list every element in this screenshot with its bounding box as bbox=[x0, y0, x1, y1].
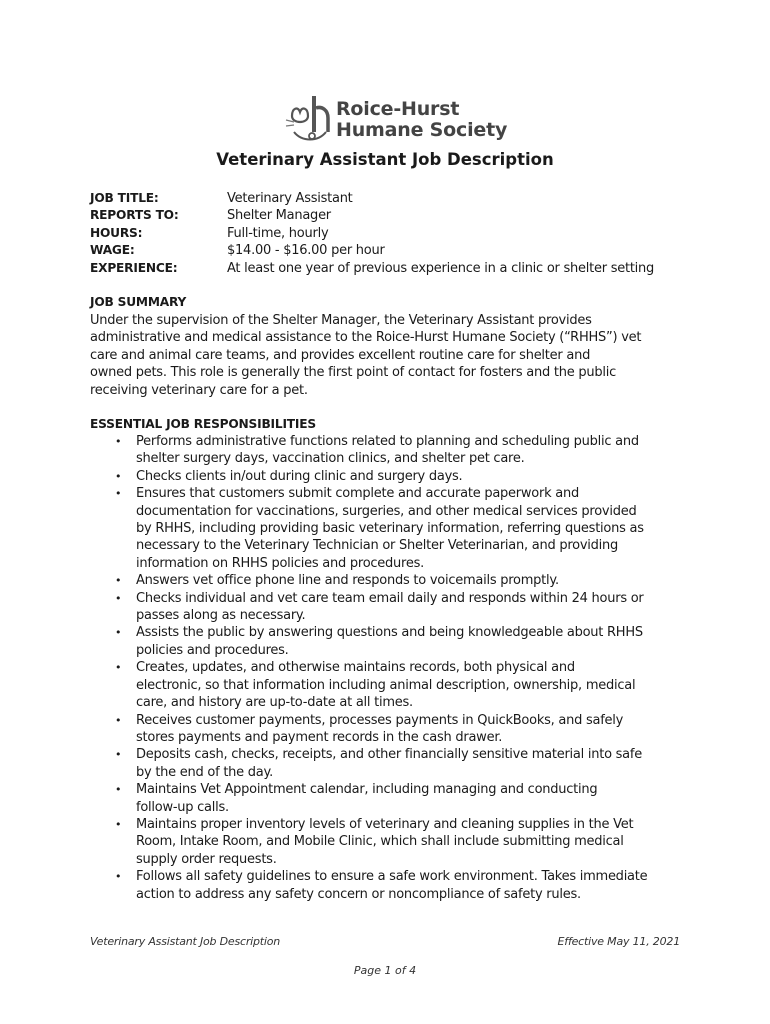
info-label: EXPERIENCE: bbox=[90, 260, 178, 275]
logo-text-line1: Roice-Hurst bbox=[336, 98, 460, 120]
bullet-icon: • bbox=[115, 870, 122, 884]
responsibility-item bbox=[90, 590, 690, 625]
responsibility-line: action to address any safety concern or noncompliance of safety rules. bbox=[136, 886, 581, 902]
bullet-icon: • bbox=[115, 748, 122, 762]
bullet-icon: • bbox=[115, 783, 122, 797]
bullet-icon: • bbox=[115, 817, 122, 831]
responsibility-line: information on RHHS policies and procedures. bbox=[136, 555, 424, 571]
info-row-job-title bbox=[90, 190, 690, 207]
info-row-hours bbox=[90, 225, 690, 242]
info-value: Full-time, hourly bbox=[227, 225, 329, 241]
bullet-icon: • bbox=[115, 574, 122, 588]
responsibilities-heading: ESSENTIAL JOB RESPONSIBILITIES bbox=[90, 417, 316, 431]
responsibility-item bbox=[90, 659, 690, 711]
responsibility-line: Room, Intake Room, and Mobile Clinic, which shall include submitting medical bbox=[136, 834, 624, 850]
document-title: Veterinary Assistant Job Description bbox=[216, 150, 554, 169]
responsibility-line: follow-up calls. bbox=[136, 799, 229, 815]
bullet-icon: • bbox=[115, 713, 122, 727]
animal-logo-icon bbox=[284, 94, 334, 146]
responsibility-line: Deposits cash, checks, receipts, and other financially sensitive material into safe bbox=[136, 747, 642, 763]
job-summary-text bbox=[90, 312, 690, 399]
summary-line: care and animal care teams, and provides excellent routine care for shelter and bbox=[90, 347, 591, 363]
summary-line: Under the supervision of the Shelter Manager, the Veterinary Assistant provides bbox=[90, 313, 592, 328]
footer-effective-date: Effective May 11, 2021 bbox=[557, 935, 680, 948]
info-label: WAGE: bbox=[90, 243, 135, 258]
info-row-reports-to bbox=[90, 207, 690, 224]
info-row-wage bbox=[90, 242, 690, 259]
responsibility-line: care, and history are up-to-date at all times. bbox=[136, 695, 413, 711]
responsibility-line: Follows all safety guidelines to ensure a safe work environment. Takes immediate bbox=[136, 869, 648, 885]
responsibility-line: by RHHS, including providing basic veterinary information, referring questions as bbox=[136, 521, 644, 537]
info-value: $14.00 - $16.00 per hour bbox=[227, 243, 385, 259]
responsibility-line: by the end of the day. bbox=[136, 764, 273, 780]
footer-page-number: Page 1 of 4 bbox=[353, 964, 417, 977]
responsibility-line: Checks individual and vet care team email daily and responds within 24 hours or bbox=[136, 590, 644, 606]
responsibility-item bbox=[90, 572, 690, 589]
bullet-icon: • bbox=[115, 591, 122, 605]
responsibility-item bbox=[90, 781, 690, 816]
organization-logo bbox=[284, 94, 508, 146]
info-value: Veterinary Assistant bbox=[227, 191, 353, 206]
responsibility-item bbox=[90, 712, 690, 747]
bullet-icon: • bbox=[115, 469, 122, 483]
footer-document-name: Veterinary Assistant Job Description bbox=[90, 935, 281, 948]
job-info-table bbox=[90, 190, 690, 277]
info-label: JOB TITLE: bbox=[90, 191, 159, 205]
summary-line: owned pets. This role is generally the first point of contact for fosters and the public bbox=[90, 365, 616, 381]
bullet-icon: • bbox=[115, 487, 122, 501]
info-label: HOURS: bbox=[90, 225, 143, 240]
logo-text-line2: Humane Society bbox=[336, 119, 508, 141]
responsibility-line: Receives customer payments, processes payments in QuickBooks, and safely bbox=[136, 712, 624, 728]
responsibility-item bbox=[90, 624, 690, 659]
job-summary-heading: JOB SUMMARY bbox=[90, 295, 187, 309]
responsibility-item bbox=[90, 816, 690, 868]
responsibility-line: necessary to the Veterinary Technician or Shelter Veterinarian, and providing bbox=[136, 538, 619, 554]
responsibility-line: Answers vet office phone line and responds to voicemails promptly. bbox=[136, 573, 559, 589]
responsibility-line: electronic, so that information including animal description, ownership, medical bbox=[136, 677, 636, 693]
info-label: REPORTS TO: bbox=[90, 208, 179, 223]
bullet-icon: • bbox=[115, 661, 122, 675]
responsibility-line: Creates, updates, and otherwise maintains records, both physical and bbox=[136, 660, 575, 676]
responsibility-line: passes along as necessary. bbox=[136, 608, 306, 624]
bullet-icon: • bbox=[115, 435, 122, 448]
responsibility-item bbox=[90, 468, 690, 485]
responsibility-line: Assists the public by answering questions and being knowledgeable about RHHS bbox=[136, 625, 643, 641]
responsibility-item bbox=[90, 433, 690, 468]
info-value: Shelter Manager bbox=[227, 208, 331, 224]
responsibility-line: documentation for vaccinations, surgeries, and other medical services provided bbox=[136, 503, 637, 519]
responsibility-line: Checks clients in/out during clinic and surgery days. bbox=[136, 468, 463, 484]
responsibility-line: Maintains proper inventory levels of veterinary and cleaning supplies in the Vet bbox=[136, 816, 634, 832]
info-row-experience bbox=[90, 260, 690, 277]
bullet-icon: • bbox=[115, 626, 122, 640]
summary-line: administrative and medical assistance to the Roice-Hurst Humane Society (“RHHS”) vet bbox=[90, 330, 642, 346]
responsibility-line: shelter surgery days, vaccination clinics, and shelter pet care. bbox=[136, 451, 525, 467]
responsibilities-list bbox=[90, 433, 690, 903]
responsibility-line: supply order requests. bbox=[136, 851, 277, 867]
responsibility-line: Maintains Vet Appointment calendar, including managing and conducting bbox=[136, 782, 598, 798]
responsibility-line: Performs administrative functions related to planning and scheduling public and bbox=[136, 434, 639, 449]
responsibility-line: stores payments and payment records in the cash drawer. bbox=[136, 729, 503, 745]
responsibility-item bbox=[90, 485, 690, 572]
responsibility-line: Ensures that customers submit complete and accurate paperwork and bbox=[136, 486, 579, 502]
info-value: At least one year of previous experience in a clinic or shelter setting bbox=[227, 260, 655, 276]
responsibility-line: policies and procedures. bbox=[136, 642, 289, 658]
responsibility-item bbox=[90, 746, 690, 781]
summary-line: receiving veterinary care for a pet. bbox=[90, 382, 308, 398]
responsibility-item bbox=[90, 868, 690, 903]
